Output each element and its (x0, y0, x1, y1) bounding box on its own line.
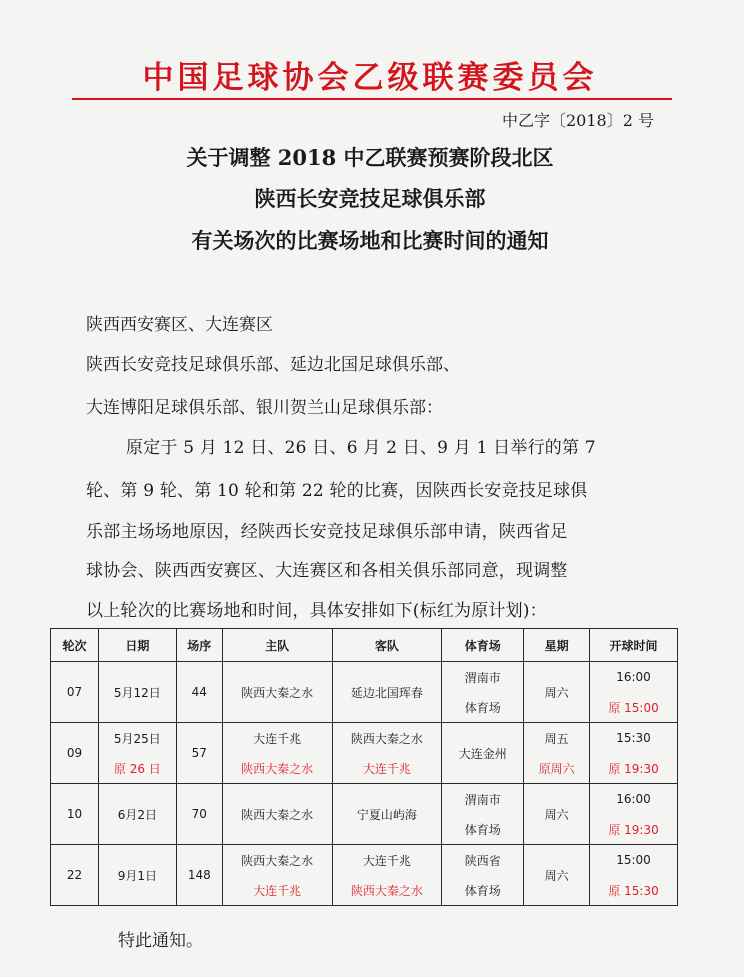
cell-date-orig: 原 26 日 (98, 753, 176, 784)
body-line-3: 乐部主场场地原因，经陕西长安竞技足球俱乐部申请，陕西省足 (86, 522, 568, 542)
cell-kickoff: 16:00 (590, 662, 678, 693)
cell-kickoff-orig: 原 15:00 (590, 692, 678, 723)
cell-home: 陕西大秦之水 (222, 662, 332, 723)
cell-match-no: 148 (176, 845, 222, 906)
table-row (51, 723, 678, 754)
cell-venue-2: 体育场 (442, 692, 524, 723)
cell-away: 大连千兆 (332, 845, 442, 876)
schedule-table (50, 628, 678, 906)
cell-venue-2: 体育场 (442, 814, 524, 845)
cell-weekday-orig: 原周六 (524, 753, 590, 784)
cell-weekday: 周五 (524, 723, 590, 754)
cell-away-orig: 大连千兆 (332, 753, 442, 784)
cell-venue: 陕西省 (442, 845, 524, 876)
table-row (51, 845, 678, 876)
doc-number: 中乙字〔2018〕2 号 (502, 111, 654, 130)
cell-venue: 大连金州 (442, 723, 524, 784)
cell-away: 宁夏山屿海 (332, 784, 442, 845)
notice-title-line-3: 有关场次的比赛场地和比赛时间的通知 (191, 228, 549, 253)
recipient-line-3: 大连博阳足球俱乐部、银川贺兰山足球俱乐部： (86, 398, 443, 418)
cell-home: 大连千兆 (222, 723, 332, 754)
closing-text: 特此通知。 (118, 931, 203, 951)
cell-venue: 渭南市 (442, 784, 524, 815)
header-away: 客队 (332, 629, 442, 662)
cell-home-orig: 大连千兆 (222, 875, 332, 906)
cell-weekday: 周六 (524, 784, 590, 845)
cell-date: 6月2日 (98, 784, 176, 845)
table-row (51, 753, 678, 784)
table-header-row (51, 629, 678, 662)
table-row (51, 662, 678, 693)
cell-away: 陕西大秦之水 (332, 723, 442, 754)
cell-match-no: 44 (176, 662, 222, 723)
cell-away-orig: 陕西大秦之水 (332, 875, 442, 906)
body-line-2: 轮、第 9 轮、第 10 轮和第 22 轮的比赛，因陕西长安竞技足球俱 (86, 481, 588, 501)
cell-match-no: 57 (176, 723, 222, 784)
cell-round: 22 (51, 845, 99, 906)
cell-home: 陕西大秦之水 (222, 784, 332, 845)
cell-home-orig: 陕西大秦之水 (222, 753, 332, 784)
cell-kickoff: 16:00 (590, 784, 678, 815)
recipient-line-2: 陕西长安竞技足球俱乐部、延边北国足球俱乐部、 (86, 355, 460, 375)
org-title: 中国足球协会乙级联赛委员会 (142, 60, 598, 96)
cell-match-no: 70 (176, 784, 222, 845)
header-venue: 体育场 (442, 629, 524, 662)
cell-date: 5月25日 (98, 723, 176, 754)
cell-kickoff-orig: 原 15:30 (590, 875, 678, 906)
cell-kickoff-orig: 原 19:30 (590, 753, 678, 784)
cell-round: 09 (51, 723, 99, 784)
cell-away: 延边北国珲春 (332, 662, 442, 723)
header-match-no: 场序 (176, 629, 222, 662)
cell-round: 10 (51, 784, 99, 845)
cell-home: 陕西大秦之水 (222, 845, 332, 876)
notice-title-line-1: 关于调整 2018 中乙联赛预赛阶段北区 (186, 145, 554, 170)
cell-date: 9月1日 (98, 845, 176, 906)
header-weekday: 星期 (524, 629, 590, 662)
body-line-1: 原定于 5 月 12 日、26 日、6 月 2 日、9 月 1 日举行的第 7 (126, 438, 596, 458)
cell-kickoff: 15:00 (590, 845, 678, 876)
cell-kickoff-orig: 原 19:30 (590, 814, 678, 845)
cell-date: 5月12日 (98, 662, 176, 723)
body-line-4: 球协会、陕西西安赛区、大连赛区和各相关俱乐部同意，现调整 (86, 561, 568, 581)
cell-kickoff: 15:30 (590, 723, 678, 754)
cell-venue-2: 体育场 (442, 875, 524, 906)
table-row (51, 784, 678, 815)
cell-weekday: 周六 (524, 662, 590, 723)
cell-venue: 渭南市 (442, 662, 524, 693)
body-line-5: 以上轮次的比赛场地和时间，具体安排如下(标红为原计划)： (86, 601, 547, 621)
red-divider (72, 98, 672, 100)
header-round: 轮次 (51, 629, 99, 662)
recipient-line-1: 陕西西安赛区、大连赛区 (86, 315, 273, 335)
header-date: 日期 (98, 629, 176, 662)
header-kickoff: 开球时间 (590, 629, 678, 662)
cell-round: 07 (51, 662, 99, 723)
header-home: 主队 (222, 629, 332, 662)
notice-title-line-2: 陕西长安竞技足球俱乐部 (254, 186, 486, 211)
cell-weekday: 周六 (524, 845, 590, 906)
